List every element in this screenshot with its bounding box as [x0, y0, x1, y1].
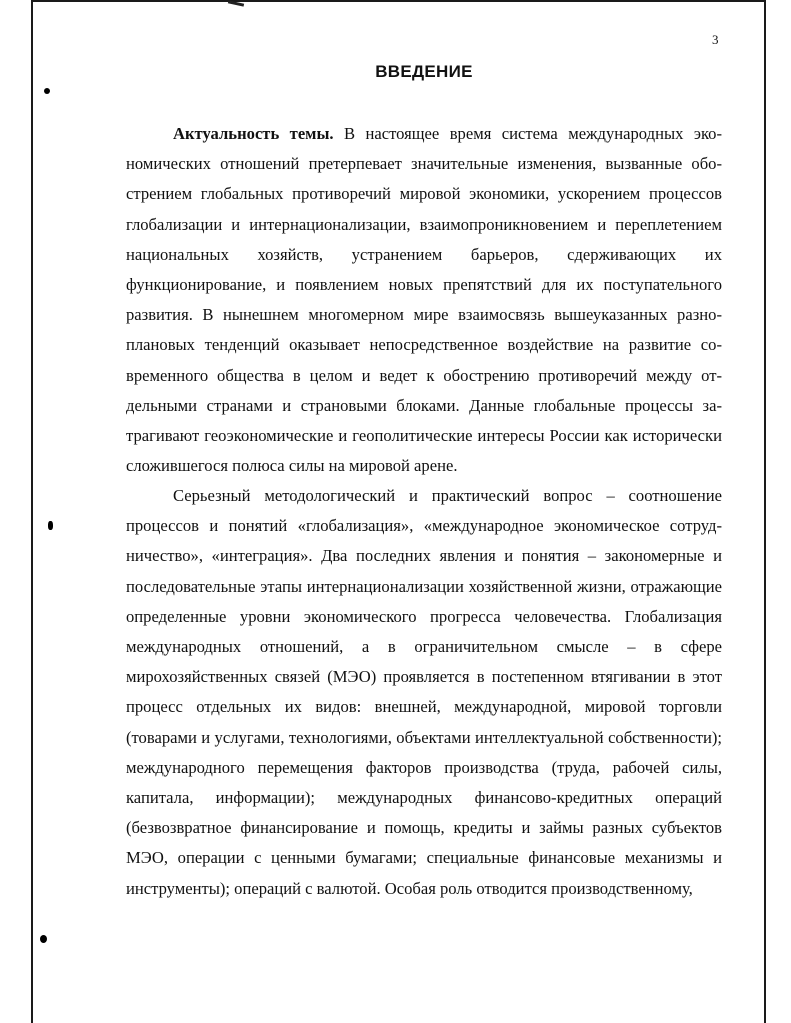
- paragraph-text: В настоящее время система международных экономических отношений претерпевает значительные изменения, вызванные обострением глобальных противоречий мировой экономики, ускорением процессов глобализации и интернационализации, взаимопроникновением и переплетением национальных хозяйств, устранением барьеров, сдерживающих их функционирование, и появлением новых препятствий для их поступательного развития. В нынешнем многомерном мире взаимосвязь вышеуказанных разноплановых тенденций оказывает непосредственное воздействие на развитие современного общества в целом и ведет к обострению противоречий между отдельными странами и страновыми блоками. Данные глобальные процессы затрагивают геоэкономические и геополитические интересы России как исторически сложившегося полюса силы на мировой арене.: [126, 124, 722, 476]
- scan-border-top: [31, 0, 766, 2]
- punch-hole-mark: [44, 88, 50, 94]
- paragraph-lead: Актуальность темы.: [173, 124, 334, 143]
- scan-border-right: [764, 0, 766, 1023]
- paragraph-relevance: [126, 119, 722, 481]
- scan-border-left: [31, 0, 33, 1023]
- paragraph-methodology: [126, 481, 722, 904]
- page-title: ВВЕДЕНИЕ: [375, 62, 473, 81]
- punch-hole-mark: [40, 935, 47, 943]
- punch-hole-mark: [48, 521, 53, 530]
- page-number: 3: [712, 32, 719, 47]
- paragraph-text: Серьезный методологический и практический вопрос – соотношение процессов и понятий «глобализация», «международное экономическое сотрудничество», «интеграция». Два последних явления и понятия – закономерные и последовательные этапы интернационализации хозяйственной жизни, отражающие определенные уровни экономического прогресса человечества. Глобализация международных отношений, а в ограничительном смысле – в сфере мирохозяйственных связей (МЭО) проявляется в постепенном втягивании в этот процесс отдельных их видов: внешней, международной, мировой торговли (товарами и услугами, технологиями, объектами интеллектуальной собственности); международного перемещения факторов производства (труда, рабочей силы, капитала, информации); международных финансово-кредитных операций (безвозвратное финансирование и помощь, кредиты и займы разных субъектов МЭО, операции с ценными бумагами; специальные финансовые механизмы и инструменты); операций с валютой. Особая роль отводится производственному,: [126, 486, 722, 898]
